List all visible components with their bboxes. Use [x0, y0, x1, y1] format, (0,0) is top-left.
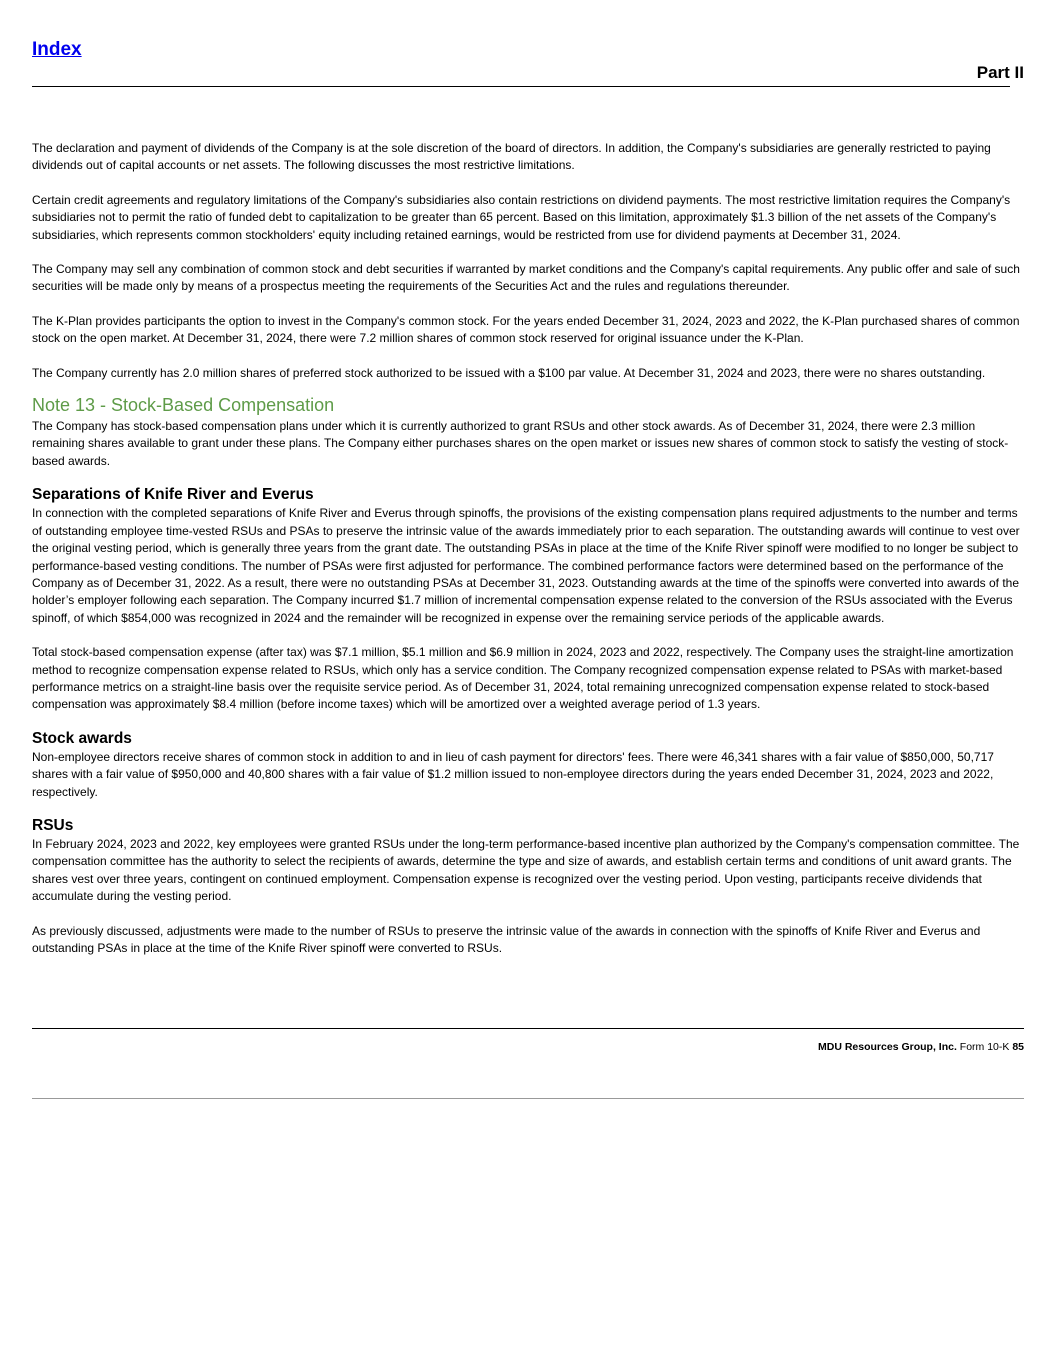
rsus-heading: RSUs [32, 816, 74, 834]
compensation-expense-paragraph: Total stock-based compensation expense (after tax) was $7.1 million, $5.1 million and $6.9 million in 2024, 2023 and 2022, respectively. The Company uses the straight-line amortization method to recognize compensation expense related to RSUs, which only has a service condition. The Company recognized compensation expense related to PSAs with market-based performance metrics on a straight-line basis over the requisite service period. As of December 31, 2024, total remaining unrecognized compensation expense related to stock-based compensation was approximately $8.4 million (before income taxes) which will be amortized over a weighted average period of 1.3 years. [32, 645, 1014, 712]
separations-heading: Separations of Knife River and Everus [32, 486, 314, 504]
footer-form: Form 10-K [956, 1041, 1013, 1053]
rsus-paragraph: In February 2024, 2023 and 2022, key employees were granted RSUs under the long-term performance-based incentive plan authorized by the Company's compensation committee. The compensation committee has the authority to select the recipients of awards, determine the type and size of awards, and establish certain terms and conditions of unit award grants. The shares vest over three years, contingent on continued employment. Compensation expense is recognized over the vesting period. Upon vesting, participants receive dividends that accumulate during the vesting period. [32, 836, 1020, 904]
separations-paragraph: In connection with the completed separations of Knife River and Everus through spinoffs, the provisions of the existing compensation plans required adjustments to the number and terms of outstanding employee time-vested RSUs and PSAs to preserve the intrinsic value of the awards immediately prior to each separation. The outstanding awards will continue to vest over the original vesting period, which is generally three years from the grant date. The outstanding PSAs in place at the time of the Knife River spinoff were modified to no longer be subject to performance-based vesting conditions. The number of PSAs were first adjusted for performance. The combined performance factors were determined based on the performance of the Company as of December 31, 2022. As a result, there were no outstanding PSAs at December 31, 2023. Outstanding awards at the time of the spinoffs were converted into awards of the holder’s employer following each separation. The Company incurred $1.7 million of incremental compensation expense related to the conversion of the RSUs associated with the Everus spinoff, of which $854,000 was recognized in 2024 and the remainder will be recognized in expense over the remaining service periods of the applicable awards. [32, 506, 1020, 625]
page-end-divider [32, 1098, 1024, 1099]
k-plan-paragraph: The K-Plan provides participants the option to invest in the Company's common stock. For the years ended December 31, 2024, 2023 and 2022, the K-Plan purchased shares of common stock on the open market. At December 31, 2024, there were 7.2 million shares of common stock reserved for original issuance under the K-Plan. [32, 313, 1020, 346]
note-13-intro: The Company has stock-based compensation plans under which it is currently authorized to grant RSUs and other stock awards. As of December 31, 2024, there were 2.3 million remaining shares available to grant under these plans. The Company either purchases shares on the open market or issues new shares of common stock to satisfy the vesting of stock-based awards. [32, 419, 1009, 468]
header-divider [32, 86, 1010, 87]
preferred-stock-paragraph: The Company currently has 2.0 million shares of preferred stock authorized to be issued with a $100 par value. At December 31, 2024 and 2023, there were no shares outstanding. [32, 365, 986, 380]
footer-divider [32, 1028, 1024, 1029]
dividends-paragraph: The declaration and payment of dividends of the Company is at the sole discretion of the board of directors. In addition, the Company's subsidiaries are generally restricted to paying dividends out of capital accounts or net assets. The following discusses the most restrictive limitations. [32, 141, 991, 173]
note-13-title: Note 13 - Stock-Based Compensation [32, 395, 335, 416]
page-footer [818, 1041, 1024, 1053]
securities-paragraph: The Company may sell any combination of common stock and debt securities if warranted by market conditions and the Company's capital requirements. Any public offer and sale of such securities will be made only by means of a prospectus meeting the requirements of the Securities Act and the rules and regulations thereunder. [32, 262, 1020, 294]
stock-awards-heading: Stock awards [32, 729, 132, 747]
footer-company: MDU Resources Group, Inc. [818, 1041, 957, 1053]
part-label: Part II [976, 63, 1024, 82]
restrictions-paragraph: Certain credit agreements and regulatory limitations of the Company's subsidiaries also contain restrictions on dividend payments. The most restrictive limitation requires the Company's subsidiaries not to permit the ratio of funded debt to capitalization to be greater than 65 percent. Based on this limitation, approximately $1.3 billion of the net assets of the Company's subsidiaries, which represents common stockholders' equity including retained earnings, would be restricted from use for dividend payments at December 31, 2024. [32, 192, 1011, 242]
stock-awards-paragraph: Non-employee directors receive shares of common stock in addition to and in lieu of cash payment for directors' fees. There were 46,341 shares with a fair value of $850,000, 50,717 shares with a fair value of $950,000 and 40,800 shares with a fair value of $1.2 million issued to non-employee directors during the years ended December 31, 2024, 2023 and 2022, respectively. [32, 749, 994, 799]
footer-page-number: 85 [1012, 1041, 1024, 1053]
document-body [32, 140, 1024, 974]
index-link[interactable]: Index [32, 39, 82, 60]
rsus-adjustment-paragraph: As previously discussed, adjustments were made to the number of RSUs to preserve the intrinsic value of the awards in connection with the spinoffs of Knife River and Everus and outstanding PSAs in place at the time of the Knife River spinoff were converted to RSUs. [32, 923, 981, 955]
